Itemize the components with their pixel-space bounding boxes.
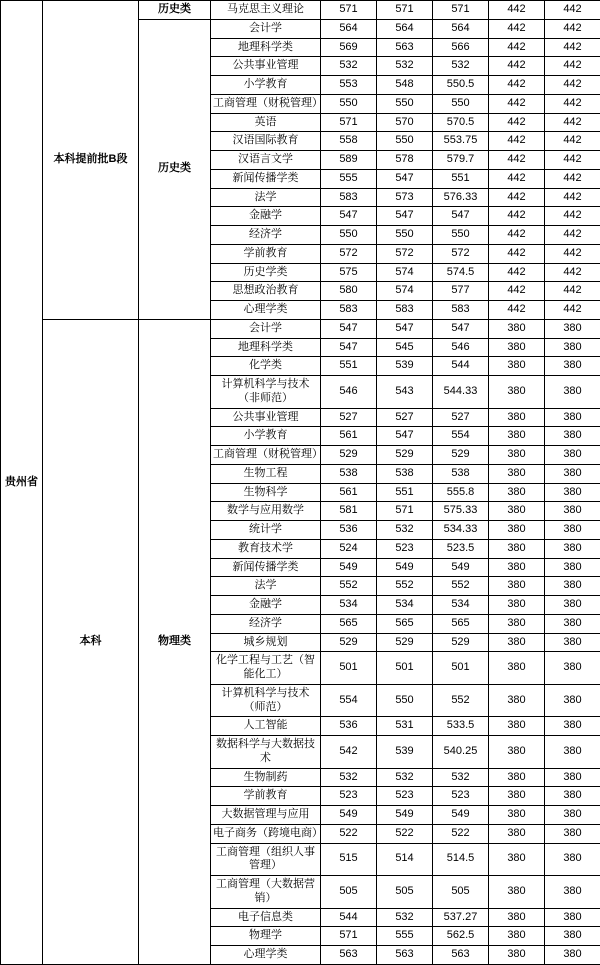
score-cell-v1: 571 <box>321 1 377 20</box>
score-cell-v5: 380 <box>545 577 600 596</box>
score-cell-v1: 571 <box>321 927 377 946</box>
score-cell-v2: 570 <box>377 113 433 132</box>
major-name-cell: 大数据管理与应用 <box>211 806 321 825</box>
major-name-cell: 金融学 <box>211 596 321 615</box>
score-cell-v4: 380 <box>489 319 545 338</box>
major-name-cell: 化学工程与工艺（智能化工） <box>211 652 321 685</box>
score-cell-v1: 529 <box>321 446 377 465</box>
score-cell-v1: 569 <box>321 38 377 57</box>
score-cell-v3: 565 <box>433 614 489 633</box>
major-name-cell: 历史学类 <box>211 263 321 282</box>
score-cell-v3: 554 <box>433 427 489 446</box>
score-cell-v3: 577 <box>433 282 489 301</box>
score-cell-v2: 551 <box>377 483 433 502</box>
score-cell-v1: 555 <box>321 169 377 188</box>
score-cell-v2: 549 <box>377 806 433 825</box>
major-name-cell: 统计学 <box>211 521 321 540</box>
score-cell-v1: 558 <box>321 132 377 151</box>
score-cell-v5: 442 <box>545 1 600 20</box>
score-cell-v5: 380 <box>545 357 600 376</box>
score-cell-v3: 529 <box>433 633 489 652</box>
score-cell-v4: 380 <box>489 717 545 736</box>
score-cell-v5: 442 <box>545 188 600 207</box>
score-cell-v2: 539 <box>377 736 433 769</box>
score-cell-v3: 550 <box>433 226 489 245</box>
major-name-cell: 新闻传播学类 <box>211 558 321 577</box>
group-cell-top: 历史类 <box>139 1 211 20</box>
score-cell-v3: 534.33 <box>433 521 489 540</box>
score-cell-v3: 538 <box>433 464 489 483</box>
score-cell-v3: 534 <box>433 596 489 615</box>
score-cell-v1: 583 <box>321 188 377 207</box>
score-cell-v3: 537.27 <box>433 908 489 927</box>
score-cell-v5: 380 <box>545 483 600 502</box>
score-cell-v3: 544.33 <box>433 376 489 409</box>
score-cell-v2: 574 <box>377 282 433 301</box>
score-cell-v1: 523 <box>321 787 377 806</box>
score-cell-v5: 380 <box>545 806 600 825</box>
score-cell-v1: 550 <box>321 94 377 113</box>
score-cell-v1: 501 <box>321 652 377 685</box>
score-cell-v1: 575 <box>321 263 377 282</box>
score-cell-v2: 550 <box>377 132 433 151</box>
major-name-cell: 电子信息类 <box>211 908 321 927</box>
score-cell-v4: 442 <box>489 94 545 113</box>
major-name-cell: 计算机科学与技术（非师范） <box>211 376 321 409</box>
score-cell-v2: 550 <box>377 684 433 717</box>
score-cell-v4: 442 <box>489 282 545 301</box>
score-cell-v1: 547 <box>321 319 377 338</box>
score-cell-v3: 550.5 <box>433 76 489 95</box>
score-cell-v5: 442 <box>545 169 600 188</box>
score-cell-v4: 442 <box>489 207 545 226</box>
major-name-cell: 会计学 <box>211 19 321 38</box>
major-name-cell: 生物科学 <box>211 483 321 502</box>
major-name-cell: 学前教育 <box>211 787 321 806</box>
score-cell-v5: 380 <box>545 502 600 521</box>
score-cell-v3: 523.5 <box>433 539 489 558</box>
group-cell: 历史类 <box>139 19 211 319</box>
score-cell-v1: 522 <box>321 824 377 843</box>
score-cell-v2: 534 <box>377 596 433 615</box>
major-name-cell: 地理科学类 <box>211 38 321 57</box>
score-cell-v2: 573 <box>377 188 433 207</box>
major-name-cell: 生物工程 <box>211 464 321 483</box>
score-cell-v2: 574 <box>377 263 433 282</box>
score-cell-v3: 571 <box>433 1 489 20</box>
score-cell-v4: 380 <box>489 736 545 769</box>
score-cell-v5: 380 <box>545 464 600 483</box>
major-name-cell: 数据科学与大数据技术 <box>211 736 321 769</box>
score-cell-v3: 575.33 <box>433 502 489 521</box>
score-cell-v2: 548 <box>377 76 433 95</box>
score-cell-v4: 380 <box>489 408 545 427</box>
score-cell-v3: 574.5 <box>433 263 489 282</box>
major-name-cell: 工商管理（财税管理） <box>211 94 321 113</box>
score-cell-v1: 552 <box>321 577 377 596</box>
score-cell-v2: 571 <box>377 502 433 521</box>
score-cell-v3: 501 <box>433 652 489 685</box>
score-cell-v3: 514.5 <box>433 843 489 876</box>
score-cell-v3: 549 <box>433 806 489 825</box>
score-cell-v3: 570.5 <box>433 113 489 132</box>
score-cell-v1: 547 <box>321 207 377 226</box>
major-name-cell: 金融学 <box>211 207 321 226</box>
score-cell-v3: 549 <box>433 558 489 577</box>
score-cell-v3: 552 <box>433 684 489 717</box>
major-name-cell: 法学 <box>211 577 321 596</box>
score-cell-v2: 543 <box>377 376 433 409</box>
score-cell-v1: 529 <box>321 633 377 652</box>
score-cell-v1: 565 <box>321 614 377 633</box>
score-cell-v2: 565 <box>377 614 433 633</box>
score-cell-v2: 583 <box>377 301 433 320</box>
score-cell-v3: 579.7 <box>433 151 489 170</box>
major-name-cell: 地理科学类 <box>211 338 321 357</box>
score-cell-v4: 380 <box>489 824 545 843</box>
score-cell-v3: 550 <box>433 94 489 113</box>
score-cell-v2: 529 <box>377 633 433 652</box>
score-cell-v2: 527 <box>377 408 433 427</box>
score-cell-v4: 442 <box>489 263 545 282</box>
score-cell-v2: 555 <box>377 927 433 946</box>
score-cell-v2: 549 <box>377 558 433 577</box>
score-cell-v3: 555.8 <box>433 483 489 502</box>
score-cell-v2: 522 <box>377 824 433 843</box>
score-cell-v3: 576.33 <box>433 188 489 207</box>
major-name-cell: 城乡规划 <box>211 633 321 652</box>
score-cell-v3: 532 <box>433 768 489 787</box>
major-name-cell: 汉语国际教育 <box>211 132 321 151</box>
major-name-cell: 汉语言文学 <box>211 151 321 170</box>
score-cell-v5: 380 <box>545 946 600 965</box>
score-cell-v5: 442 <box>545 113 600 132</box>
score-cell-v4: 442 <box>489 169 545 188</box>
score-cell-v3: 532 <box>433 57 489 76</box>
major-name-cell: 学前教育 <box>211 244 321 263</box>
score-cell-v3: 505 <box>433 876 489 909</box>
score-cell-v2: 529 <box>377 446 433 465</box>
score-cell-v1: 563 <box>321 946 377 965</box>
score-cell-v4: 380 <box>489 908 545 927</box>
score-cell-v5: 442 <box>545 282 600 301</box>
score-cell-v5: 380 <box>545 633 600 652</box>
batch-cell: 本科提前批B段 <box>43 1 139 320</box>
score-cell-v4: 442 <box>489 1 545 20</box>
major-name-cell: 心理学类 <box>211 301 321 320</box>
score-cell-v2: 505 <box>377 876 433 909</box>
score-cell-v3: 544 <box>433 357 489 376</box>
score-cell-v4: 442 <box>489 188 545 207</box>
score-cell-v4: 380 <box>489 614 545 633</box>
score-cell-v3: 546 <box>433 338 489 357</box>
score-cell-v5: 380 <box>545 408 600 427</box>
table-row <box>1 1 600 20</box>
score-cell-v2: 532 <box>377 521 433 540</box>
score-cell-v4: 380 <box>489 427 545 446</box>
major-name-cell: 会计学 <box>211 319 321 338</box>
score-cell-v5: 380 <box>545 717 600 736</box>
score-cell-v1: 524 <box>321 539 377 558</box>
score-cell-v1: 547 <box>321 338 377 357</box>
score-cell-v1: 532 <box>321 768 377 787</box>
province-cell: 贵州省 <box>1 1 43 965</box>
score-cell-v4: 380 <box>489 376 545 409</box>
major-name-cell: 经济学 <box>211 614 321 633</box>
score-cell-v4: 380 <box>489 577 545 596</box>
score-cell-v4: 442 <box>489 19 545 38</box>
table-row <box>1 319 600 338</box>
score-cell-v1: 527 <box>321 408 377 427</box>
score-cell-v1: 572 <box>321 244 377 263</box>
score-cell-v4: 380 <box>489 483 545 502</box>
score-cell-v5: 380 <box>545 927 600 946</box>
score-cell-v4: 380 <box>489 539 545 558</box>
score-cell-v5: 442 <box>545 132 600 151</box>
score-cell-v4: 380 <box>489 843 545 876</box>
major-name-cell: 物理学 <box>211 927 321 946</box>
score-cell-v4: 380 <box>489 806 545 825</box>
score-cell-v5: 380 <box>545 768 600 787</box>
score-cell-v2: 523 <box>377 539 433 558</box>
score-cell-v2: 564 <box>377 19 433 38</box>
score-cell-v2: 531 <box>377 717 433 736</box>
score-cell-v2: 547 <box>377 319 433 338</box>
score-cell-v4: 442 <box>489 301 545 320</box>
score-cell-v3: 572 <box>433 244 489 263</box>
group-cell: 物理类 <box>139 319 211 964</box>
score-cell-v1: 534 <box>321 596 377 615</box>
score-cell-v2: 547 <box>377 427 433 446</box>
score-cell-v4: 380 <box>489 652 545 685</box>
score-cell-v4: 380 <box>489 927 545 946</box>
score-cell-v5: 380 <box>545 539 600 558</box>
score-cell-v3: 566 <box>433 38 489 57</box>
score-cell-v5: 380 <box>545 684 600 717</box>
score-cell-v1: 561 <box>321 483 377 502</box>
score-cell-v5: 380 <box>545 319 600 338</box>
score-cell-v3: 552 <box>433 577 489 596</box>
score-cell-v2: 523 <box>377 787 433 806</box>
score-cell-v3: 522 <box>433 824 489 843</box>
score-cell-v4: 380 <box>489 502 545 521</box>
score-cell-v3: 551 <box>433 169 489 188</box>
score-cell-v4: 380 <box>489 768 545 787</box>
score-cell-v4: 442 <box>489 113 545 132</box>
major-name-cell: 小学教育 <box>211 427 321 446</box>
score-cell-v2: 532 <box>377 908 433 927</box>
score-cell-v1: 550 <box>321 226 377 245</box>
score-cell-v2: 547 <box>377 169 433 188</box>
score-cell-v3: 523 <box>433 787 489 806</box>
score-cell-v2: 550 <box>377 226 433 245</box>
major-name-cell: 经济学 <box>211 226 321 245</box>
score-cell-v2: 563 <box>377 38 433 57</box>
score-cell-v5: 380 <box>545 521 600 540</box>
score-cell-v4: 380 <box>489 521 545 540</box>
score-cell-v2: 563 <box>377 946 433 965</box>
score-cell-v2: 550 <box>377 94 433 113</box>
score-cell-v1: 542 <box>321 736 377 769</box>
score-cell-v4: 442 <box>489 244 545 263</box>
major-name-cell: 化学类 <box>211 357 321 376</box>
score-cell-v1: 564 <box>321 19 377 38</box>
score-cell-v1: 549 <box>321 806 377 825</box>
score-cell-v3: 533.5 <box>433 717 489 736</box>
score-cell-v2: 501 <box>377 652 433 685</box>
score-cell-v5: 442 <box>545 244 600 263</box>
major-name-cell: 思想政治教育 <box>211 282 321 301</box>
score-cell-v3: 529 <box>433 446 489 465</box>
score-cell-v2: 571 <box>377 1 433 20</box>
score-cell-v4: 380 <box>489 787 545 806</box>
score-cell-v5: 442 <box>545 207 600 226</box>
score-cell-v3: 562.5 <box>433 927 489 946</box>
score-cell-v4: 442 <box>489 132 545 151</box>
score-cell-v2: 547 <box>377 207 433 226</box>
score-cell-v4: 380 <box>489 558 545 577</box>
score-cell-v1: 580 <box>321 282 377 301</box>
major-name-cell: 英语 <box>211 113 321 132</box>
score-cell-v2: 539 <box>377 357 433 376</box>
score-cell-v3: 564 <box>433 19 489 38</box>
batch-cell: 本科 <box>43 319 139 964</box>
score-cell-v2: 532 <box>377 768 433 787</box>
score-cell-v4: 442 <box>489 76 545 95</box>
score-cell-v5: 380 <box>545 376 600 409</box>
major-name-cell: 电子商务（跨境电商） <box>211 824 321 843</box>
major-name-cell: 心理学类 <box>211 946 321 965</box>
score-cell-v3: 527 <box>433 408 489 427</box>
major-name-cell: 计算机科学与技术（师范） <box>211 684 321 717</box>
major-name-cell: 新闻传播学类 <box>211 169 321 188</box>
score-cell-v1: 505 <box>321 876 377 909</box>
score-cell-v5: 380 <box>545 596 600 615</box>
score-cell-v2: 532 <box>377 57 433 76</box>
score-cell-v1: 546 <box>321 376 377 409</box>
score-cell-v4: 380 <box>489 338 545 357</box>
score-cell-v5: 380 <box>545 558 600 577</box>
score-cell-v4: 380 <box>489 596 545 615</box>
major-name-cell: 工商管理（大数据营销） <box>211 876 321 909</box>
score-cell-v1: 544 <box>321 908 377 927</box>
score-cell-v1: 515 <box>321 843 377 876</box>
major-name-cell: 人工智能 <box>211 717 321 736</box>
score-cell-v4: 380 <box>489 946 545 965</box>
score-cell-v5: 442 <box>545 151 600 170</box>
score-cell-v5: 380 <box>545 843 600 876</box>
score-cell-v4: 380 <box>489 876 545 909</box>
major-name-cell: 工商管理（组织人事管理） <box>211 843 321 876</box>
score-cell-v5: 380 <box>545 824 600 843</box>
score-cell-v1: 554 <box>321 684 377 717</box>
score-cell-v1: 561 <box>321 427 377 446</box>
score-cell-v1: 571 <box>321 113 377 132</box>
score-cell-v5: 442 <box>545 94 600 113</box>
score-cell-v4: 380 <box>489 357 545 376</box>
score-cell-v4: 380 <box>489 464 545 483</box>
score-cell-v4: 442 <box>489 57 545 76</box>
score-cell-v2: 572 <box>377 244 433 263</box>
score-cell-v1: 536 <box>321 521 377 540</box>
major-name-cell: 生物制药 <box>211 768 321 787</box>
score-cell-v5: 380 <box>545 908 600 927</box>
score-cell-v1: 536 <box>321 717 377 736</box>
score-cell-v4: 442 <box>489 226 545 245</box>
score-cell-v4: 380 <box>489 633 545 652</box>
score-cell-v4: 380 <box>489 684 545 717</box>
score-cell-v1: 581 <box>321 502 377 521</box>
score-cell-v5: 442 <box>545 57 600 76</box>
score-cell-v1: 549 <box>321 558 377 577</box>
major-name-cell: 法学 <box>211 188 321 207</box>
major-name-cell: 数学与应用数学 <box>211 502 321 521</box>
score-cell-v1: 583 <box>321 301 377 320</box>
score-cell-v5: 442 <box>545 76 600 95</box>
score-cell-v5: 380 <box>545 427 600 446</box>
score-cell-v5: 442 <box>545 263 600 282</box>
score-cell-v1: 551 <box>321 357 377 376</box>
score-cell-v5: 442 <box>545 301 600 320</box>
score-cell-v5: 380 <box>545 614 600 633</box>
score-cell-v2: 514 <box>377 843 433 876</box>
score-cell-v4: 442 <box>489 38 545 57</box>
score-cell-v3: 540.25 <box>433 736 489 769</box>
score-cell-v5: 380 <box>545 338 600 357</box>
score-cell-v5: 442 <box>545 38 600 57</box>
score-cell-v4: 380 <box>489 446 545 465</box>
score-cell-v5: 380 <box>545 787 600 806</box>
score-cell-v5: 380 <box>545 446 600 465</box>
score-cell-v5: 442 <box>545 226 600 245</box>
score-cell-v1: 553 <box>321 76 377 95</box>
score-cell-v3: 583 <box>433 301 489 320</box>
score-cell-v1: 589 <box>321 151 377 170</box>
major-name-cell: 公共事业管理 <box>211 57 321 76</box>
major-name-cell: 公共事业管理 <box>211 408 321 427</box>
score-cell-v2: 552 <box>377 577 433 596</box>
score-cell-v4: 442 <box>489 151 545 170</box>
score-cell-v3: 547 <box>433 319 489 338</box>
score-cell-v5: 380 <box>545 652 600 685</box>
score-cell-v5: 442 <box>545 19 600 38</box>
score-cell-v5: 380 <box>545 876 600 909</box>
score-cell-v1: 532 <box>321 57 377 76</box>
score-cell-v3: 547 <box>433 207 489 226</box>
score-cell-v2: 578 <box>377 151 433 170</box>
score-cell-v2: 545 <box>377 338 433 357</box>
major-name-cell: 马克思主义理论 <box>211 1 321 20</box>
score-cell-v1: 538 <box>321 464 377 483</box>
score-cell-v2: 538 <box>377 464 433 483</box>
score-cell-v5: 380 <box>545 736 600 769</box>
major-name-cell: 小学教育 <box>211 76 321 95</box>
major-name-cell: 教育技术学 <box>211 539 321 558</box>
major-name-cell: 工商管理（财税管理） <box>211 446 321 465</box>
score-cell-v3: 553.75 <box>433 132 489 151</box>
score-cell-v3: 563 <box>433 946 489 965</box>
